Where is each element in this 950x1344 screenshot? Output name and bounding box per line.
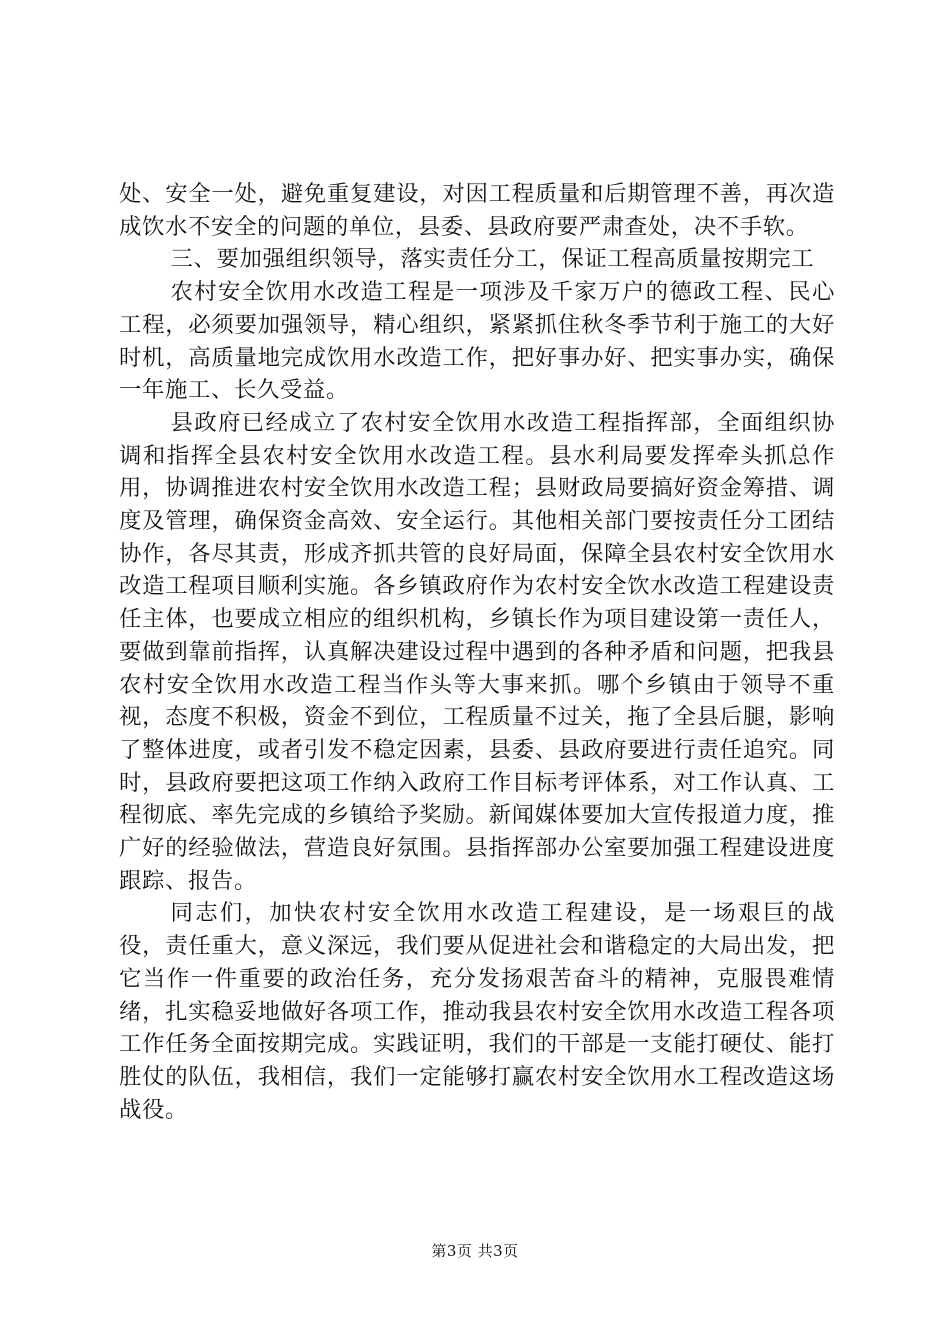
paragraph-continuation: 处、安全一处，避免重复建设，对因工程质量和后期管理不善，再次造成饮水不安全的问题的单位，县委、县政府要严肃查处，决不手软。: [119, 181, 835, 240]
document-body: [119, 178, 835, 1126]
page-number-footer: 第3页 共3页: [431, 1242, 519, 1260]
paragraph: 县政府已经成立了农村安全饮用水改造工程指挥部，全面组织协调和指挥全县农村安全饮用水改造工程。县水利局要发挥牵头抓总作用，协调推进农村安全饮用水改造工程；县财政局要搞好资金筹措、调度及管理，确保资金高效、安全运行。其他相关部门要按责任分工团结协作，各尽其责，形成齐抓共管的良好局面，保障全县农村安全饮用水改造工程项目顺利实施。各乡镇政府作为农村安全饮水改造工程建设责任主体，也要成立相应的组织机构，乡镇长作为项目建设第一责任人，要做到靠前指挥，认真解决建设过程中遇到的各种矛盾和问题，把我县农村安全饮用水改造工程当作头等大事来抓。哪个乡镇由于领导不重视，态度不积极，资金不到位，工程质量不过关，拖了全县后腿，影响了整体进度，或者引发不稳定因素，县委、县政府要进行责任追究。同时，县政府要把这项工作纳入政府工作目标考评体系，对工作认真、工程彻底、率先完成的乡镇给予奖励。新闻媒体要加大宣传报道力度，推广好的经验做法，营造良好氛围。县指挥部办公室要加强工程建设进度跟踪、报告。: [119, 409, 835, 894]
section-heading: 三、要加强组织领导，落实责任分工，保证工程高质量按期完工: [170, 246, 815, 273]
paragraph: 农村安全饮用水改造工程是一项涉及千家万户的德政工程、民心工程，必须要加强领导，精心组织，紧紧抓住秋冬季节利于施工的大好时机，高质量地完成饮用水改造工作，把好事办好、把实事办实，确保一年施工、长久受益。: [119, 279, 835, 404]
paragraph: 同志们，加快农村安全饮用水改造工程建设，是一场艰巨的战役，责任重大，意义深远，我们要从促进社会和谐稳定的大局出发，把它当作一件重要的政治任务，充分发扬艰苦奋斗的精神，克服畏难情绪，扎实稳妥地做好各项工作，推动我县农村安全饮用水改造工程各项工作任务全面按期完成。实践证明，我们的干部是一支能打硬仗、能打胜仗的队伍，我相信，我们一定能够打赢农村安全饮用水工程改造这场战役。: [119, 900, 835, 1123]
